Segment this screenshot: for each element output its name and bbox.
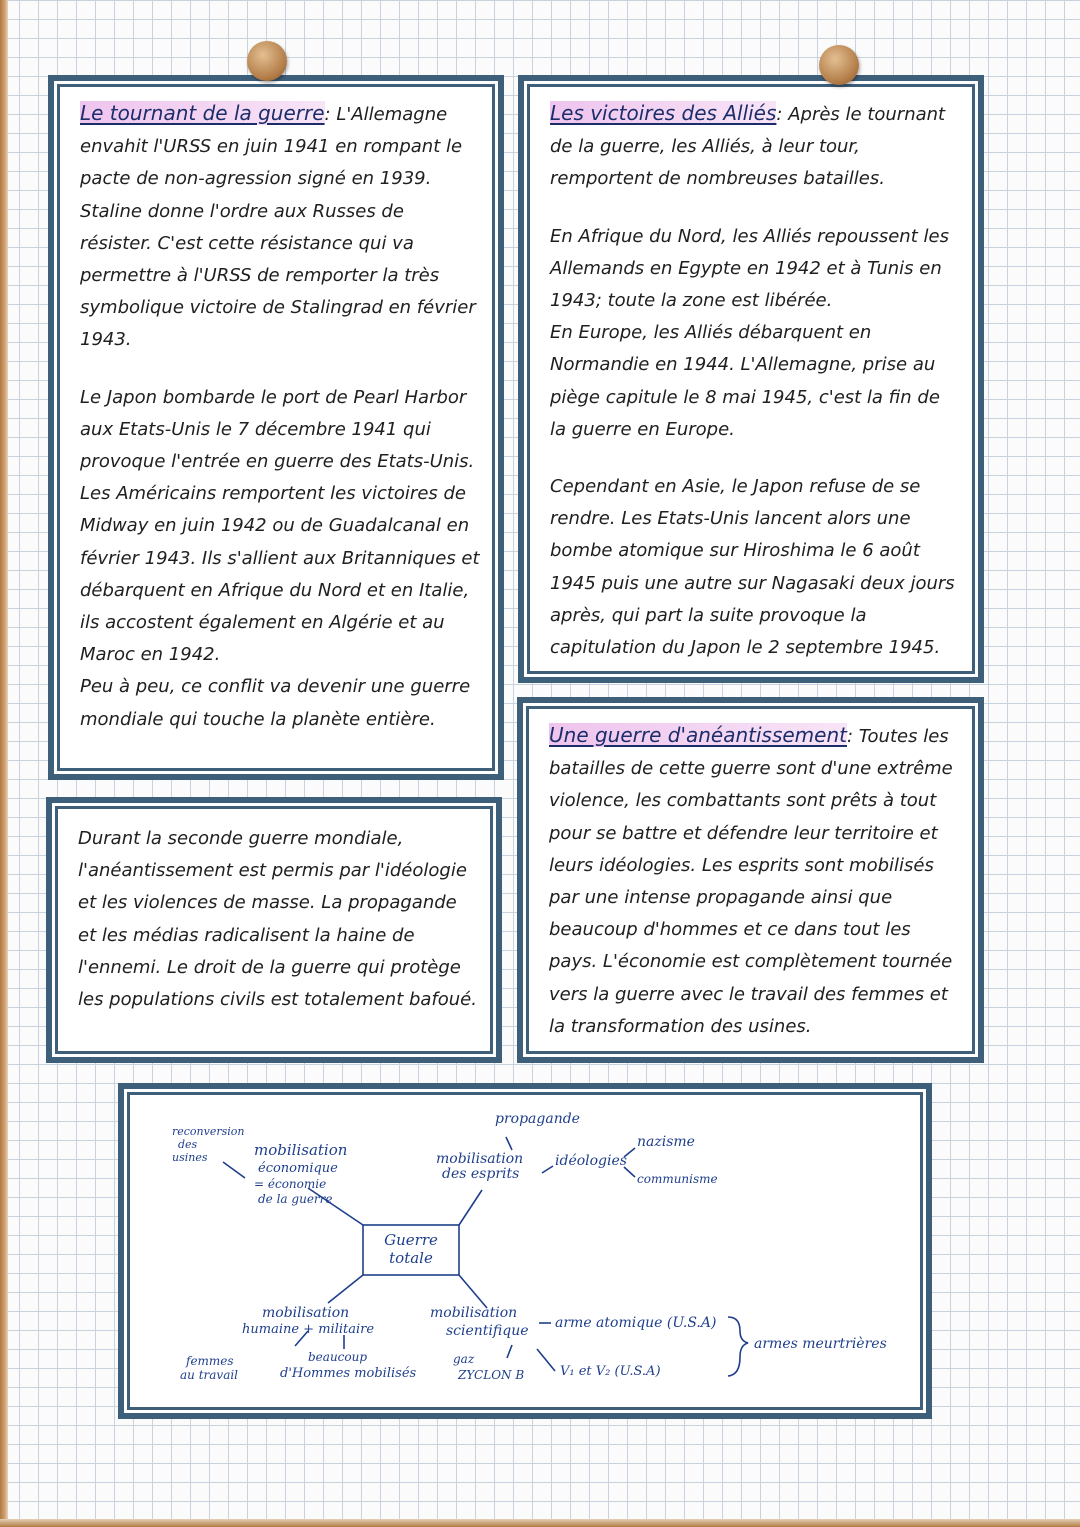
mindmap-reconversion-1: reconversion: [172, 1125, 245, 1138]
line-center-to-humaine: [328, 1275, 363, 1303]
card-seconde-guerre: [46, 797, 502, 1063]
mindmap-mob-humaine-2: humaine + militaire: [242, 1322, 375, 1337]
line-esprits-to-propagande: [506, 1137, 512, 1150]
card-guerre-aneantissement: [517, 697, 984, 1063]
mindmap-mob-eco-3: = économie: [254, 1177, 327, 1191]
mindmap-beaucoup-2: d'Hommes mobilisés: [280, 1366, 417, 1381]
tournant-text-1: L'Allemagne envahit l'URSS en juin 1941 en rompant le pacte de non-agression signé en 1939. Staline donne l'ordre aux Russes de résister. C'est cette résistance qui va permettre à l'URSS de remporter la très symbolique victoire de Stalingrad en février 1943.: [80, 104, 476, 351]
line-center-to-esprits: [459, 1190, 482, 1225]
mindmap-inner: [127, 1092, 923, 1410]
mindmap-beaucoup-1: beaucoup: [308, 1350, 368, 1364]
mindmap-ideologies: idéologies: [555, 1153, 627, 1169]
card-aneantissement-inner: [526, 706, 975, 1054]
tournant-paragraph-2: Le Japon bombarde le port de Pearl Harbor aux Etats-Unis le 7 décembre 1941 qui provoque l'entrée en guerre des Etats-Unis. Les Américains remportent les victoires de Midway en juin 1942 ou de Guadalcanal en février 1943. Ils s'allient aux Britanniques et débarquent en Afrique du Nord et en Italie, ils accostent également en Algérie et au Maroc en 1942.: [80, 386, 480, 666]
card-victoires-des-allies: [518, 75, 984, 683]
tournant-heading: Le tournant de la guerre: [80, 101, 325, 125]
mindmap-center-line1: Guerre: [384, 1231, 438, 1249]
victoires-heading-colon: :: [776, 104, 783, 125]
tournant-heading-colon: :: [324, 104, 331, 125]
aneantissement-heading: Une guerre d'anéantissement: [549, 723, 847, 747]
mindmap-reconversion-2: des: [178, 1138, 198, 1151]
mindmap-mob-eco-2: économique: [258, 1161, 338, 1176]
mindmap-mob-sci-2: scientifique: [446, 1323, 529, 1339]
mindmap-center-line2: totale: [389, 1249, 433, 1267]
card-seconde-inner: [55, 806, 493, 1054]
mindmap-femmes-1: femmes: [186, 1354, 234, 1368]
card-tournant-de-la-guerre: [48, 75, 504, 780]
line-center-to-scientifique: [459, 1275, 487, 1308]
line-sci-to-v1v2: [537, 1349, 555, 1371]
mindmap-communisme: communisme: [637, 1172, 718, 1186]
card-victoires-inner: [527, 84, 975, 674]
pin-left: [247, 41, 287, 81]
mindmap-mob-humaine-1: mobilisation: [262, 1305, 350, 1321]
mindmap-gaz-1: gaz: [453, 1352, 475, 1366]
mindmap-propagande: propagande: [495, 1111, 580, 1127]
victoires-paragraph-2: En Afrique du Nord, les Alliés repoussent les Allemands en Egypte en 1942 et à Tunis en 1943; toute la zone est libérée.: [550, 225, 949, 312]
line-esprits-to-ideologies: [542, 1166, 553, 1173]
brace-armes: [728, 1317, 748, 1376]
aneantissement-heading-colon: :: [846, 726, 854, 747]
victoires-paragraph-1: [550, 97, 960, 196]
mindmap-mob-eco-4: de la guerre: [258, 1192, 333, 1206]
victoires-heading: Les victoires des Alliés: [550, 101, 777, 125]
mindmap-mob-eco-1: mobilisation: [254, 1141, 348, 1159]
aneantissement-text-1: Toutes les batailles de cette guerre sont d'une extrême violence, les combattants sont prêts à tout pour se battre et défendre leur territoire et leurs idéologies. Les esprits sont mobilisés par une intense propagande ainsi que beaucoup d'hommes et ce dans tout les pays. L'économie est complètement tournée vers la guerre avec le travail des femmes et la transformation des usines.: [549, 726, 953, 1037]
victoires-paragraph-3: En Europe, les Alliés débarquent en Normandie en 1944. L'Allemagne, prise au piège capitule le 8 mai 1945, c'est la fin de la guerre en Europe.: [550, 322, 940, 440]
tournant-paragraph-1: [80, 97, 480, 357]
line-sci-to-gaz: [507, 1345, 512, 1358]
mindmap-v1v2: V₁ et V₂ (U.S.A): [560, 1364, 661, 1379]
mindmap-svg: [130, 1095, 926, 1413]
card-tournant-inner: [57, 84, 495, 771]
mindmap-mob-esprits-2: des esprits: [442, 1166, 520, 1182]
pin-right: [819, 45, 859, 85]
mindmap-gaz-2: ZYCLON B: [458, 1368, 525, 1382]
mindmap-arme-atomique: arme atomique (U.S.A): [555, 1315, 717, 1331]
mindmap-armes-meurtrieres: armes meurtrières: [754, 1336, 887, 1352]
mindmap-reconversion-3: usines: [172, 1151, 208, 1164]
mindmap-femmes-2: au travail: [180, 1368, 239, 1382]
card-mindmap-guerre-totale: [118, 1083, 932, 1419]
seconde-paragraph-1: Durant la seconde guerre mondiale, l'anéantissement est permis par l'idéologie et les violences de masse. La propagande et les médias radicalisent la haine de l'ennemi. Le droit de la guerre qui protège les populations civils est totalement bafoué.: [78, 828, 477, 1011]
notebook-bottom-edge: [0, 1519, 1080, 1527]
line-eco-to-usines: [223, 1162, 245, 1178]
notebook-binding-edge: [0, 0, 8, 1527]
mindmap-nazisme: nazisme: [637, 1134, 695, 1150]
victoires-paragraph-4: Cependant en Asie, le Japon refuse de se rendre. Les Etats-Unis lancent alors une bombe atomique sur Hiroshima le 6 août 1945 puis une autre sur Nagasaki deux jours après, qui part la suite provoque la capitulation du Japon le 2 septembre 1945.: [550, 476, 955, 659]
aneantissement-paragraph-1: [549, 719, 960, 1043]
tournant-paragraph-3: Peu à peu, ce conflit va devenir une guerre mondiale qui touche la planète entière.: [80, 676, 471, 730]
mindmap-mob-esprits-1: mobilisation: [436, 1151, 524, 1167]
victoires-text-1: Après le tournant de la guerre, les Alliés, à leur tour, remportent de nombreuses batailles.: [550, 104, 946, 190]
mindmap-mob-sci-1: mobilisation: [430, 1305, 518, 1321]
